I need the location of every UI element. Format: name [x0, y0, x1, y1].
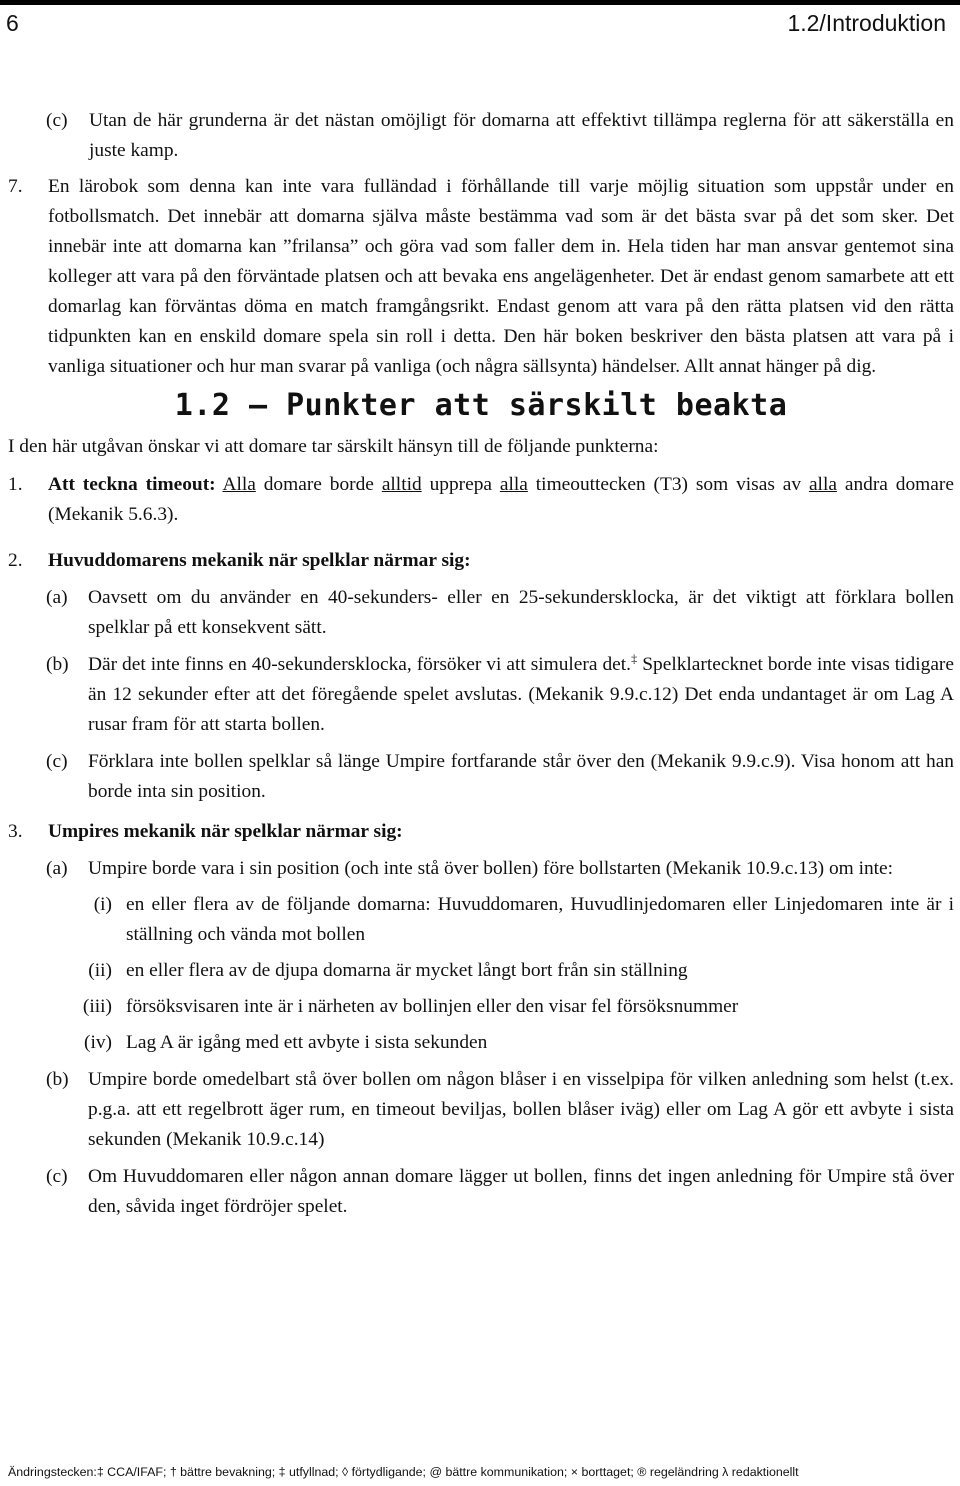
- item-text: Utan de här grunderna är det nästan omöjligt för domarna att effektivt tillämpa reglerna för att säkerställa en juste kamp.: [89, 110, 954, 161]
- list-item-1: 1. Att teckna timeout: Alla domare borde alltid upprepa alla timeouttecken (T3) som visas av alla andra domare (Mekanik 5.6.3).: [8, 470, 954, 530]
- item-text: Förklara inte bollen spelklar så länge Umpire fortfarande står över den (Mekanik 9.9.c.9). Visa honom att han borde inta sin position.: [88, 751, 954, 802]
- item-text: Om Huvuddomaren eller någon annan domare lägger ut bollen, finns det ingen anledning för Umpire stå över den, såvida inget fördröjer spelet.: [88, 1166, 954, 1217]
- list-item-3a-i: [8, 890, 954, 950]
- item-label: 1.: [8, 474, 23, 495]
- item-text: en eller flera av de djupa domarna är mycket långt bort från sin ställning: [126, 960, 688, 981]
- item-text: Där det inte finns en 40-sekundersklocka, försöker vi att simulera det.: [88, 654, 631, 675]
- list-item-3: [8, 817, 954, 847]
- footer-legend: Ändringstecken:‡ CCA/IFAF; † bättre bevakning; ‡ utfyllnad; ◊ förtydligande; @ bättre kommunikation; × borttaget; ® regeländring λ redaktionellt: [8, 1465, 799, 1479]
- item-text: en eller flera av de följande domarna: Huvuddomaren, Huvudlinjedomaren eller Linjedomaren inte är i ställning och vända mot bollen: [126, 894, 954, 945]
- list-item-3c: [8, 1162, 954, 1222]
- emphasis-word: Alla: [222, 474, 256, 495]
- list-item-3a-iv: [8, 1028, 954, 1058]
- running-header: 1.2/Introduktion: [787, 10, 946, 36]
- header-rule: [0, 0, 960, 5]
- item-label: (a): [46, 858, 68, 879]
- list-item-7: [8, 172, 954, 382]
- item-label: (b): [46, 654, 69, 675]
- list-item-2: [8, 546, 954, 576]
- item-label: 2.: [8, 550, 23, 571]
- emphasis-word: alla: [808, 474, 837, 495]
- item-text: Umpire borde vara i sin position (och inte stå över bollen) före bollstarten (Mekanik 10.9.c.13) om inte:: [88, 858, 894, 879]
- list-item-2a: [8, 583, 954, 643]
- list-item-2b: [8, 650, 954, 740]
- item-text: Oavsett om du använder en 40-sekunders- eller en 25-sekundersklocka, är det viktigt att förklara bollen spelklar på ett konsekvent sätt.: [88, 587, 954, 638]
- emphasis-word: alla: [499, 474, 528, 495]
- section-heading: 1.2 — Punkter att särskilt beakta: [174, 388, 788, 423]
- item-label: (iv): [84, 1032, 112, 1053]
- list-item-c-top: [8, 106, 954, 166]
- item-title: Huvuddomarens mekanik när spelklar närmar sig:: [48, 550, 471, 571]
- page-body: [8, 106, 954, 1222]
- list-item-3b: [8, 1065, 954, 1155]
- item-label: (c): [46, 1166, 68, 1187]
- list-item-3a-ii: [8, 956, 954, 986]
- item-label: 3.: [8, 821, 23, 842]
- intro-paragraph: I den här utgåvan önskar vi att domare tar särskilt hänsyn till de följande punkterna:: [8, 436, 659, 457]
- page-number: 6: [6, 10, 19, 36]
- change-mark: ‡: [631, 651, 638, 666]
- item-title: Umpires mekanik när spelklar närmar sig:: [48, 821, 403, 842]
- item-label: (iii): [82, 996, 112, 1017]
- item-text: Lag A är igång med ett avbyte i sista sekunden: [126, 1032, 488, 1053]
- item-label: (c): [46, 110, 68, 131]
- item-label: (a): [46, 587, 68, 608]
- item-label: (c): [46, 751, 68, 772]
- item-label: (i): [93, 894, 112, 915]
- item-label: (ii): [88, 960, 112, 981]
- emphasis-word: alltid: [381, 474, 422, 495]
- item-text: Spelklartecknet borde inte visas tidigare än 12 sekunder efter att det föregående spelet avslutas. (Mekanik 9.9.c.12) Det enda undantaget är om Lag A rusar fram för att starta bollen.: [88, 654, 954, 735]
- item-text: Umpire borde omedelbart stå över bollen om någon blåser i en visselpipa för vilken anledning som helst (t.ex. p.g.a. att ett regelbrott äger rum, en timeout beviljas, bollen blåser iväg) eller om Lag A gör ett avbyte i sista sekunden (Mekanik 10.9.c.14): [88, 1069, 954, 1150]
- list-item-2c: [8, 747, 954, 807]
- item-text: försöksvisaren inte är i närheten av bollinjen eller den visar fel försöksnummer: [126, 996, 739, 1017]
- list-item-3a: [8, 854, 954, 884]
- item-text: En lärobok som denna kan inte vara fulländad i förhållande till varje möjlig situation som uppstår under en fotbollsmatch. Det innebär att domarna själva måste bestämma vad som är det bästa svar på det som sker. Det innebär inte att domarna kan ”frilansa” och göra vad som faller dem in. Hela tiden har man ansvar gentemot sina kolleger att vara på den förväntade platsen och att bevaka ens angelägenheter. Det är endast genom samarbete att ett domarlag kan förväntas döma en match framgångsrikt. Endast genom att vara på den rätta platsen vid den rätta tidpunkten kan en enskild domare spela sin roll i detta. Den här boken beskriver den bästa platsen att vara på i vanliga situationer och hur man svarar på vanliga (och några sällsynta) händelser. Allt annat hänger på dig.: [48, 176, 954, 377]
- item-title: Att teckna timeout:: [48, 474, 216, 495]
- item-label: (b): [46, 1069, 69, 1090]
- item-label: 7.: [8, 176, 23, 197]
- list-item-3a-iii: [8, 992, 954, 1022]
